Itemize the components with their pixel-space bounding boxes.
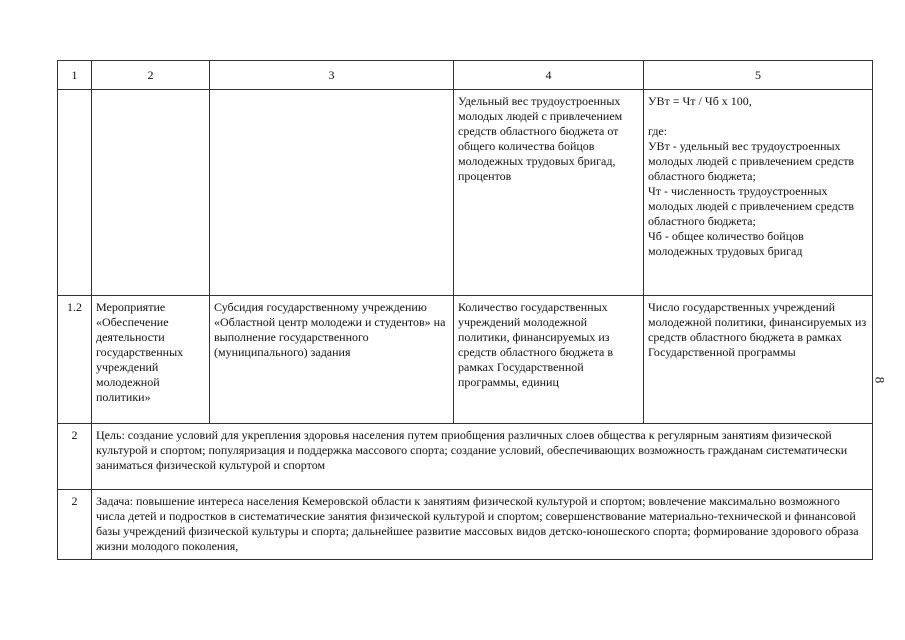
row-number: 2 (58, 424, 92, 490)
row-a-col2 (92, 90, 210, 296)
header-col-4: 4 (454, 61, 644, 90)
row-number: 2 (58, 490, 92, 560)
program-table (57, 60, 873, 560)
goal-cell: Цель: создание условий для укрепления здоровья населения путем приобщения различных слоев общества к регулярным занятиям физической культурой и спортом; популяризация и поддержка массового спорта; создание условий, обеспечивающих возможность гражданам систематически заниматься физической культурой и спортом (92, 424, 873, 490)
indicator-cell: Количество государственных учреждений молодежной политики, финансируемых из средств областного бюджета в рамках Государственной программы, единиц (454, 296, 644, 424)
formula-cell: УВт = Чт / Чб х 100, где: УВт - удельный вес трудоустроенных молодых людей с привлечением средств областного бюджета; Чт - численность трудоустроенных молодых людей с привлечением средств областного бюджета; Чб - общее количество бойцов молодежных трудовых бригад (644, 90, 873, 296)
row-a-num (58, 90, 92, 296)
method-cell: Число государственных учреждений молодежной политики, финансируемых из средств областного бюджета в рамках Государственной программы (644, 296, 873, 424)
page-number: 8 (872, 376, 888, 384)
header-col-1: 1 (58, 61, 92, 90)
task-cell: Задача: повышение интереса населения Кемеровской области к занятиям физической культурой и спортом; вовлечение максимально возможного числа детей и подростков в систематические занятия физической культурой и спортом; совершенствование материально-технической и финансовой базы учреждений физической культуры и спорта; дальнейшее развитие массовых видов детско-юношеского спорта; формирование здорового образа жизни молодого поколения, (92, 490, 873, 560)
header-col-2: 2 (92, 61, 210, 90)
header-col-3: 3 (210, 61, 454, 90)
header-col-5: 5 (644, 61, 873, 90)
table-row (58, 490, 873, 560)
row-number: 1.2 (58, 296, 92, 424)
table-row (58, 296, 873, 424)
header-row (58, 61, 873, 90)
subsidy-cell: Субсидия государственному учреждению «Областной центр молодежи и студентов» на выполнение государственного (муниципального) задания (210, 296, 454, 424)
event-cell: Мероприятие «Обеспечение деятельности государственных учреждений молодежной политики» (92, 296, 210, 424)
row-a-col3 (210, 90, 454, 296)
table-row (58, 424, 873, 490)
indicator-cell: Удельный вес трудоустроенных молодых людей с привлечением средств областного бюджета от общего количества бойцов молодежных трудовых бригад, процентов (454, 90, 644, 296)
table-row (58, 90, 873, 296)
